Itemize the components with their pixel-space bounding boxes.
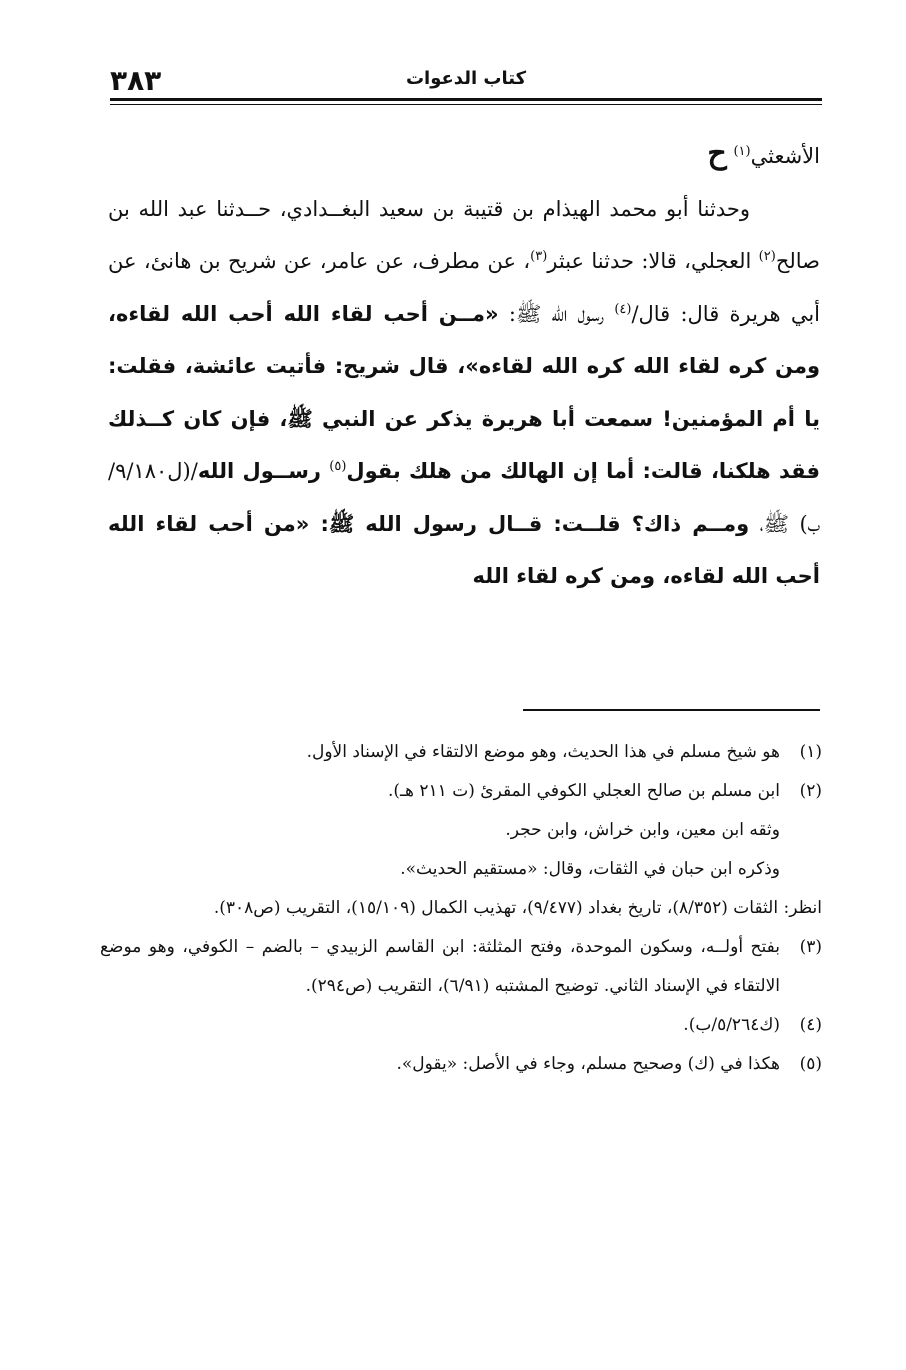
footnote-text: ابن مسلم بن صالح العجلي الكوفي المقرئ (ت ٢١١ هـ). [388, 781, 780, 801]
manuscript-folio-ref: /(ل٩/١٨٠/ب) ﷺ، [108, 459, 820, 536]
footnote-text: بفتح أولــه، وسكون الموحدة، وفتح المثلثة: ابن القاسم الزبيدي – بالضم – الكوفي، وهو موضع الالتقاء في الإسناد الثاني. توضيح المشتبه (٦/٩١)، التقريب (ص٢٩٤). [100, 937, 780, 996]
main-text [108, 128, 820, 603]
header-rule-thick [110, 98, 822, 101]
running-title: كتاب الدعوات [405, 68, 527, 89]
running-header [110, 62, 822, 96]
footnote-ref-3: (٣) [530, 249, 548, 264]
isnad-text-d: رسول الله ﷺ: [498, 301, 615, 326]
footnote-text: هو شيخ مسلم في هذا الحديث، وهو موضع الالتقاء في الإسناد الأول. [306, 742, 780, 762]
footnotes [100, 733, 822, 1084]
footnote-3 [100, 928, 822, 1006]
footnote-ref-1: (١) [733, 144, 751, 159]
footnote-2 [100, 772, 822, 811]
footnote-ref-5: (٥) [329, 459, 347, 474]
narrator-name: الأشعثي [750, 144, 820, 168]
footnote-2-line-2: وثقه ابن معين، وابن خراش، وابن حجر. [505, 820, 780, 840]
footnote-2-line-3: وذكره ابن حبان في الثقات، وقال: «مستقيم الحديث». [400, 859, 780, 879]
footnote-number: (٤) [799, 1015, 822, 1035]
footnote-text: هكذا في (ك) وصحيح مسلم، وجاء في الأصل: «يقول». [396, 1054, 780, 1074]
hadith-text-2: رســول الله [197, 459, 330, 483]
hadith-text-1: «مــن أحب لقاء الله أحب الله لقاءه، ومن كره لقاء الله كره الله لقاءه»، قال شريح: فأتيت عائشة، فقلت: يا أم المؤمنين! سمعت أبا هريرة يذكر عن النبي ﷺ، فإن كان كــذلك فقد هلكنا، قالت: أما إن الهالك من هلك بقول [108, 301, 820, 483]
page-number: ٣٨٣ [110, 64, 162, 97]
footnote-separator [523, 709, 820, 711]
footnote-number: (٥) [799, 1054, 822, 1074]
isnad-text-c: ، عن مطرف، عن عامر، عن شريح بن هانئ، عن أبي هريرة قال: قال/ [108, 249, 821, 326]
header-rule-thin [110, 104, 822, 105]
footnote-ref-2: (٢) [758, 249, 776, 264]
footnote-ref-4: (٤) [614, 301, 632, 317]
footnote-2-references: انظر: الثقات (٨/٣٥٢)، تاريخ بغداد (٩/٤٧٧)، تهذيب الكمال (١٥/١٠٩)، التقريب (ص٣٠٨). [213, 898, 822, 918]
main-paragraph [108, 183, 820, 603]
footnote-4 [100, 1006, 822, 1045]
main-line-1 [108, 128, 820, 183]
tahwil-symbol: ح [707, 136, 727, 171]
footnote-5 [100, 1045, 822, 1084]
footnote-1 [100, 733, 822, 772]
footnote-text: (ك٥/٢٦٤/ب). [683, 1015, 780, 1035]
hadith-text-3: ومــم ذاك؟ قلــت: قــال رسول الله ﷺ: «من أحب لقاء الله أحب الله لقاءه، ومن كره لقاء الله [108, 511, 820, 588]
isnad-text-b: العجلي، قالا: حدثنا عبثر [547, 249, 759, 273]
footnote-number: (٢) [799, 781, 822, 801]
isnad-text-a: وحدثنا أبو محمد الهيذام بن قتيبة بن سعيد البغــدادي، حــدثنا عبد الله بن صالح [108, 196, 820, 273]
footnote-number: (٣) [799, 937, 822, 957]
footnote-number: (١) [799, 742, 822, 762]
